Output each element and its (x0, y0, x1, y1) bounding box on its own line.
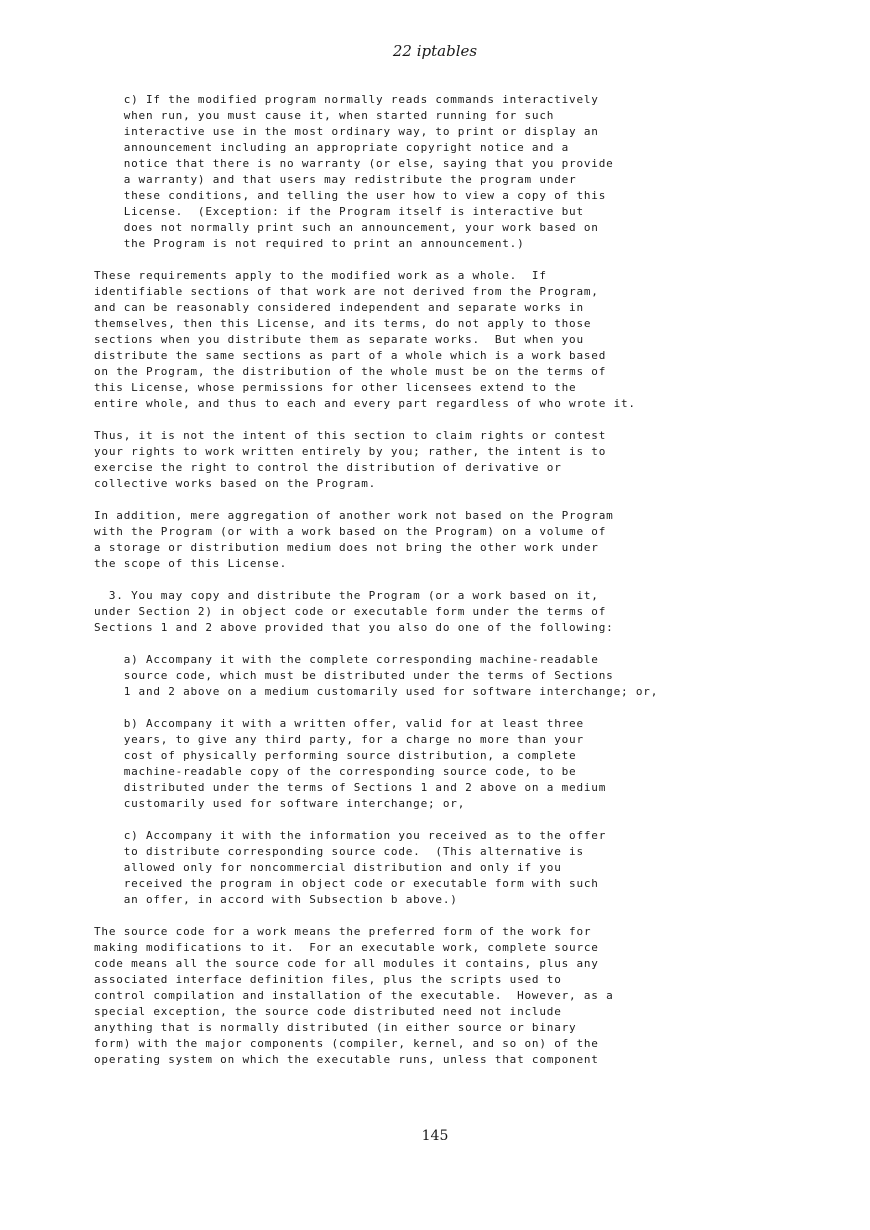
text-line: form) with the major components (compiler, kernel, and so on) of the (94, 1037, 599, 1050)
text-line: exercise the right to control the distribution of derivative or (94, 461, 562, 474)
text-line: notice that there is no warranty (or else, saying that you provide (94, 157, 614, 170)
text-line: identifiable sections of that work are not derived from the Program, (94, 285, 599, 298)
paragraph (94, 652, 814, 700)
text-line: with the Program (or with a work based on the Program) on a volume of (94, 525, 607, 538)
paragraph (94, 428, 814, 492)
text-line: These requirements apply to the modified work as a whole. If (94, 269, 547, 282)
text-line: The source code for a work means the preferred form of the work for (94, 925, 592, 938)
text-line: operating system on which the executable runs, unless that component (94, 1053, 599, 1066)
text-line: c) If the modified program normally reads commands interactively (94, 93, 599, 106)
text-line: Sections 1 and 2 above provided that you also do one of the following: (94, 621, 614, 634)
text-line: associated interface definition files, plus the scripts used to (94, 973, 562, 986)
text-line: these conditions, and telling the user how to view a copy of this (94, 189, 607, 202)
text-line: under Section 2) in object code or executable form under the terms of (94, 605, 607, 618)
text-line: code means all the source code for all modules it contains, plus any (94, 957, 599, 970)
text-line: source code, which must be distributed under the terms of Sections (94, 669, 614, 682)
text-line: themselves, then this License, and its terms, do not apply to those (94, 317, 592, 330)
text-line: License. (Exception: if the Program itself is interactive but (94, 205, 584, 218)
text-line: a warranty) and that users may redistribute the program under (94, 173, 577, 186)
text-line: In addition, mere aggregation of another work not based on the Program (94, 509, 614, 522)
text-line: this License, whose permissions for other licensees extend to the (94, 381, 577, 394)
paragraph (94, 924, 814, 1068)
text-line: Thus, it is not the intent of this section to claim rights or contest (94, 429, 607, 442)
paragraph (94, 828, 814, 908)
text-line: distributed under the terms of Sections 1 and 2 above on a medium (94, 781, 607, 794)
text-line: announcement including an appropriate copyright notice and a (94, 141, 570, 154)
license-text-body (94, 92, 814, 1084)
text-line: on the Program, the distribution of the whole must be on the terms of (94, 365, 607, 378)
text-line: machine-readable copy of the corresponding source code, to be (94, 765, 577, 778)
paragraph (94, 92, 814, 252)
text-line: a) Accompany it with the complete corresponding machine-readable (94, 653, 599, 666)
text-line: collective works based on the Program. (94, 477, 377, 490)
text-line: interactive use in the most ordinary way, to print or display an (94, 125, 599, 138)
text-line: c) Accompany it with the information you received as to the offer (94, 829, 607, 842)
text-line: the Program is not required to print an announcement.) (94, 237, 525, 250)
text-line: cost of physically performing source distribution, a complete (94, 749, 577, 762)
text-line: special exception, the source code distributed need not include (94, 1005, 562, 1018)
text-line: received the program in object code or executable form with such (94, 877, 599, 890)
page-number: 145 (421, 1128, 449, 1144)
paragraph (94, 716, 814, 812)
text-line: and can be reasonably considered independent and separate works in (94, 301, 584, 314)
text-line: b) Accompany it with a written offer, valid for at least three (94, 717, 584, 730)
text-line: anything that is normally distributed (in either source or binary (94, 1021, 577, 1034)
text-line: control compilation and installation of the executable. However, as a (94, 989, 614, 1002)
text-line: 3. You may copy and distribute the Program (or a work based on it, (94, 589, 599, 602)
text-line: does not normally print such an announcement, your work based on (94, 221, 599, 234)
paragraph (94, 508, 814, 572)
paragraph (94, 268, 814, 412)
text-line: your rights to work written entirely by you; rather, the intent is to (94, 445, 607, 458)
running-header: 22 iptables (392, 42, 478, 60)
text-line: years, to give any third party, for a charge no more than your (94, 733, 584, 746)
text-line: 1 and 2 above on a medium customarily used for software interchange; or, (94, 685, 659, 698)
text-line: a storage or distribution medium does not bring the other work under (94, 541, 599, 554)
text-line: when run, you must cause it, when started running for such (94, 109, 555, 122)
text-line: the scope of this License. (94, 557, 287, 570)
text-line: distribute the same sections as part of a whole which is a work based (94, 349, 607, 362)
text-line: sections when you distribute them as separate works. But when you (94, 333, 584, 346)
paragraph (94, 588, 814, 636)
text-line: making modifications to it. For an executable work, complete source (94, 941, 599, 954)
text-line: allowed only for noncommercial distribution and only if you (94, 861, 562, 874)
text-line: to distribute corresponding source code. (This alternative is (94, 845, 584, 858)
text-line: entire whole, and thus to each and every part regardless of who wrote it. (94, 397, 636, 410)
text-line: an offer, in accord with Subsection b above.) (94, 893, 458, 906)
text-line: customarily used for software interchange; or, (94, 797, 466, 810)
